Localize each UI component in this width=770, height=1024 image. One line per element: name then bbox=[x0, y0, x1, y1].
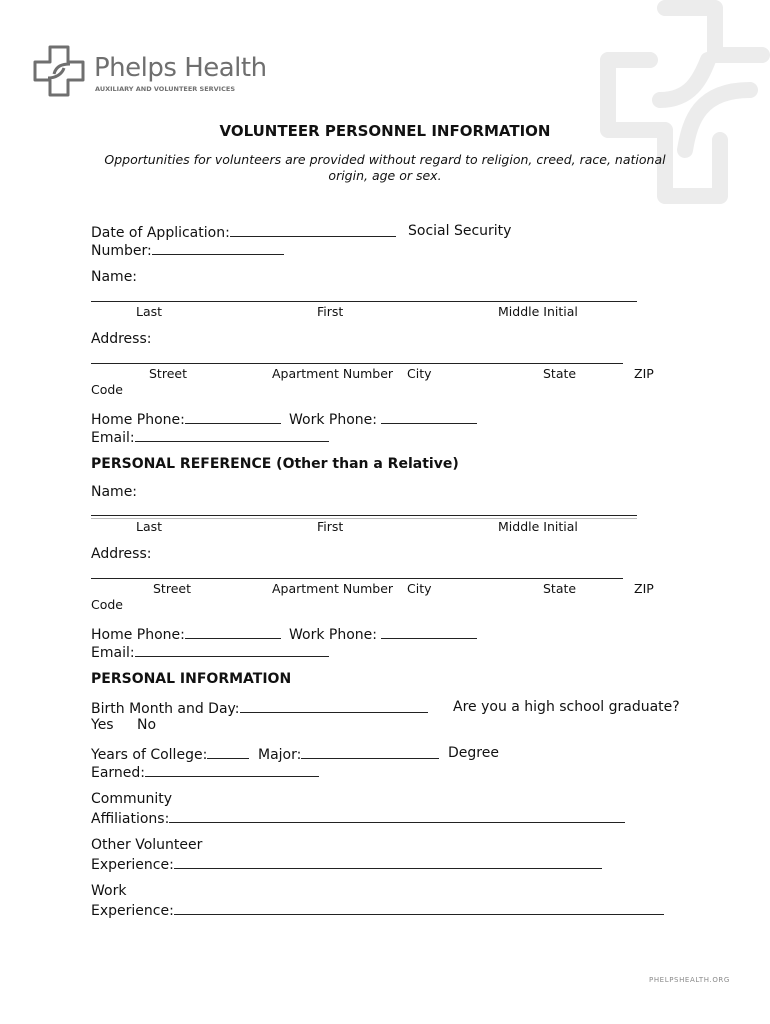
cross-logo-icon bbox=[32, 44, 86, 98]
affiliations-row bbox=[91, 808, 625, 828]
hs-graduate-label: Are you a high school graduate? bbox=[453, 699, 680, 715]
reference-email-label: Email: bbox=[91, 645, 135, 661]
reference-home-phone-row bbox=[91, 624, 281, 644]
reference-name-label: Name: bbox=[91, 484, 138, 500]
work-phone-label: Work Phone: bbox=[289, 412, 377, 428]
date-of-application-row bbox=[91, 222, 396, 242]
years-of-college-field[interactable] bbox=[207, 744, 249, 759]
code-caption: Code bbox=[91, 382, 124, 397]
reference-work-phone-row bbox=[289, 624, 477, 644]
hs-graduate-no[interactable]: No bbox=[137, 717, 157, 733]
volunteer-experience-field[interactable] bbox=[174, 854, 602, 869]
logo bbox=[32, 44, 272, 100]
work-experience-label: Experience: bbox=[91, 903, 174, 919]
degree-earned-field[interactable] bbox=[145, 762, 319, 777]
form-title: VOLUNTEER PERSONNEL INFORMATION bbox=[219, 122, 551, 140]
degree-earned-row bbox=[91, 762, 319, 782]
reference-home-phone-field[interactable] bbox=[185, 624, 281, 639]
work-experience-row bbox=[91, 900, 664, 920]
reference-address-label: Address: bbox=[91, 546, 152, 562]
major-field[interactable] bbox=[301, 744, 439, 759]
home-phone-row bbox=[91, 409, 281, 429]
street-caption: Street bbox=[149, 366, 187, 381]
social-security-label: Social Security bbox=[408, 223, 512, 239]
ssn-number-field[interactable] bbox=[152, 240, 284, 255]
major-label: Major: bbox=[258, 747, 302, 763]
work-phone-row bbox=[289, 409, 477, 429]
intro-line-2: origin, age or sex. bbox=[328, 168, 442, 183]
reference-apartment-number-caption: Apartment Number bbox=[272, 581, 394, 596]
state-caption: State bbox=[543, 366, 577, 381]
reference-code-caption: Code bbox=[91, 597, 124, 612]
ssn-number-label: Number: bbox=[91, 243, 152, 259]
email-label: Email: bbox=[91, 430, 135, 446]
major-row bbox=[258, 744, 439, 764]
reference-street-caption: Street bbox=[153, 581, 191, 596]
address-field[interactable] bbox=[91, 363, 623, 364]
reference-work-phone-label: Work Phone: bbox=[289, 627, 377, 643]
reference-email-row bbox=[91, 642, 329, 662]
reference-address-field[interactable] bbox=[91, 578, 623, 579]
volunteer-experience-row bbox=[91, 854, 602, 874]
birth-month-day-row bbox=[91, 698, 428, 718]
logo-tagline: AUXILIARY AND VOLUNTEER SERVICES bbox=[95, 85, 235, 93]
middle-initial-caption: Middle Initial bbox=[498, 304, 578, 319]
hs-graduate-yes[interactable]: Yes bbox=[91, 717, 114, 733]
logo-name: Phelps Health bbox=[94, 53, 267, 83]
birth-month-day-field[interactable] bbox=[240, 698, 428, 713]
volunteer-experience-label: Experience: bbox=[91, 857, 174, 873]
ssn-number-row bbox=[91, 240, 284, 260]
degree-earned-label: Earned: bbox=[91, 765, 146, 781]
years-of-college-row bbox=[91, 744, 249, 764]
first-caption: First bbox=[317, 304, 344, 319]
reference-city-caption: City bbox=[407, 581, 432, 596]
home-phone-field[interactable] bbox=[185, 409, 281, 424]
name-field[interactable] bbox=[91, 301, 637, 302]
name-label: Name: bbox=[91, 269, 138, 285]
affiliations-label: Affiliations: bbox=[91, 811, 170, 827]
zip-caption: ZIP bbox=[634, 366, 654, 381]
email-row bbox=[91, 427, 329, 447]
reference-zip-caption: ZIP bbox=[634, 581, 654, 596]
personal-information-heading: PERSONAL INFORMATION bbox=[91, 671, 292, 687]
work-label: Work bbox=[91, 883, 127, 899]
other-volunteer-label: Other Volunteer bbox=[91, 837, 203, 853]
email-field[interactable] bbox=[135, 427, 329, 442]
reference-home-phone-label: Home Phone: bbox=[91, 627, 185, 643]
apartment-number-caption: Apartment Number bbox=[272, 366, 394, 381]
community-label: Community bbox=[91, 791, 173, 807]
footer-url: PHELPSHEALTH.ORG bbox=[649, 976, 730, 984]
personal-reference-heading: PERSONAL REFERENCE (Other than a Relative) bbox=[91, 456, 459, 472]
years-of-college-label: Years of College: bbox=[91, 747, 208, 763]
last-caption: Last bbox=[136, 304, 163, 319]
degree-label: Degree bbox=[448, 745, 499, 761]
reference-work-phone-field[interactable] bbox=[381, 624, 477, 639]
home-phone-label: Home Phone: bbox=[91, 412, 185, 428]
work-phone-field[interactable] bbox=[381, 409, 477, 424]
reference-first-caption: First bbox=[317, 519, 344, 534]
work-experience-field[interactable] bbox=[174, 900, 664, 915]
date-of-application-label: Date of Application: bbox=[91, 225, 230, 241]
affiliations-field[interactable] bbox=[169, 808, 625, 823]
reference-last-caption: Last bbox=[136, 519, 163, 534]
reference-middle-initial-caption: Middle Initial bbox=[498, 519, 578, 534]
birth-month-day-label: Birth Month and Day: bbox=[91, 701, 240, 717]
city-caption: City bbox=[407, 366, 432, 381]
reference-state-caption: State bbox=[543, 581, 577, 596]
date-of-application-field[interactable] bbox=[230, 222, 396, 237]
intro-line-1: Opportunities for volunteers are provided without regard to religion, creed, race, national bbox=[104, 152, 666, 167]
address-label: Address: bbox=[91, 331, 152, 347]
reference-email-field[interactable] bbox=[135, 642, 329, 657]
